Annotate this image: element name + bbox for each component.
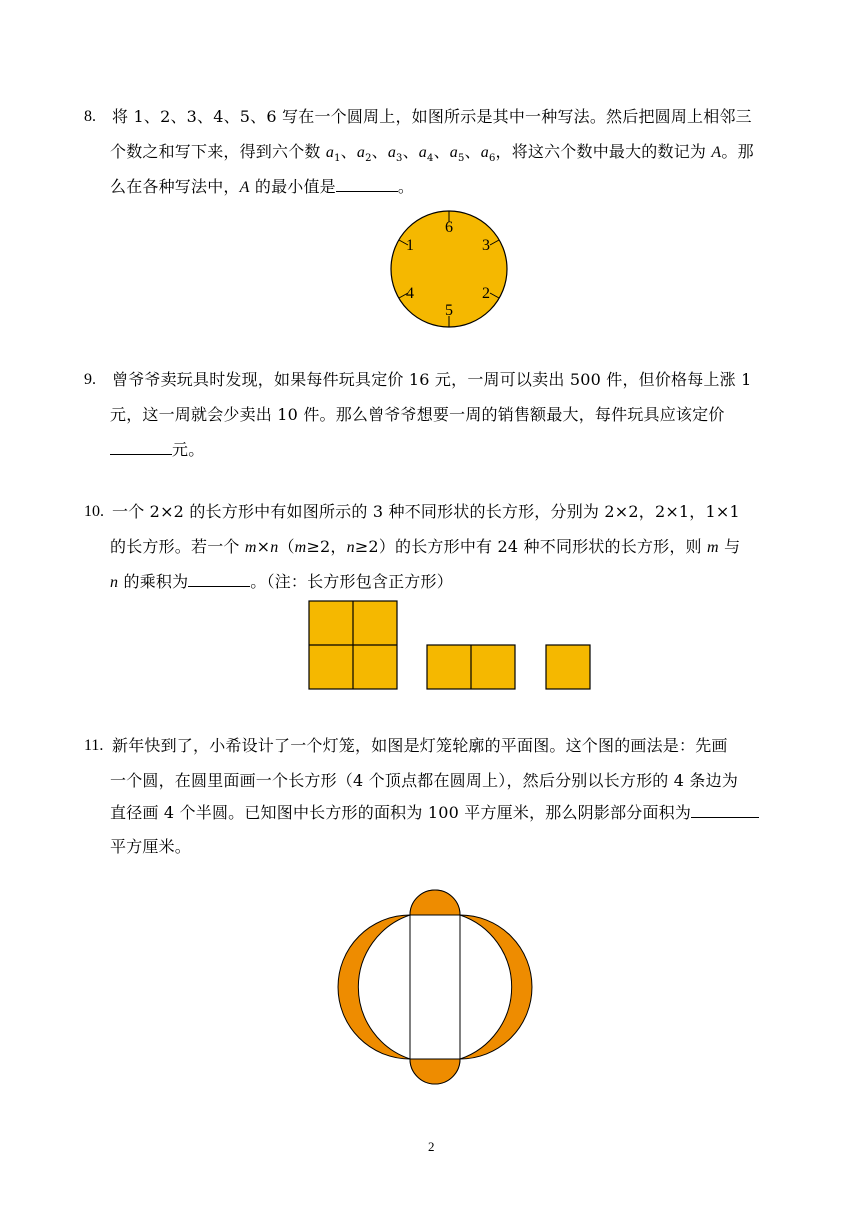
q10-paren-open: （ [278,537,295,556]
q8-line3 [110,177,414,198]
circle-label-bottom: 5 [445,302,453,319]
q8-seq-var: a [387,144,397,161]
q8-number-circle [388,208,510,330]
q8-seq-var: a [325,144,335,161]
q8-seq-subscript: 5 [457,153,465,165]
circle-label-upper-right: 3 [482,237,490,254]
q11-line2: 一个圆，在圆里面画一个长方形（4 个顶点都在圆周上），然后分别以长方形的 4 条边为 [110,771,739,790]
q8-seq-var: a [418,144,427,161]
q11-line4: 平方厘米。 [110,837,192,856]
q8-number: 8. [84,108,96,125]
rect-2x1 [427,645,515,689]
q10-ge2-a: ≥2， [306,537,347,556]
q10-line2 [110,537,740,558]
q10-line2-post: 的长方形中有 24 种不同形状的长方形，则 [395,537,708,556]
q8-line1: 将 1、2、3、4、5、6 写在一个圆周上，如图所示是其中一种写法。然后把圆周上相邻三 [112,107,752,126]
q10-var-m-3: m [707,539,719,556]
q8-seq-var: a [480,144,489,161]
q9-answer-blank [110,440,172,455]
q11-number: 11. [84,737,104,754]
q8-var-A-2: A [239,179,250,196]
q10-var-n: n [270,539,279,556]
q10-rectangles-figure [308,600,598,692]
q8-seq-var: a [356,144,366,161]
q10-number: 10. [84,503,104,520]
rect-2x2 [309,601,397,689]
page-number: 2 [428,1139,435,1154]
circle-label-top: 6 [445,219,453,236]
q10-answer-blank [188,572,250,587]
q10-line3-post: 。（注：长方形包含正方形） [250,572,453,591]
q8-seq-separator: 、 [433,142,450,161]
right-lune [460,915,532,1059]
q8-line2-post: 。那 [721,142,754,161]
q8-seq-subscript: 6 [488,153,496,165]
q9-number: 9. [84,371,96,388]
inner-rectangle [410,915,460,1059]
q11-line3-text: 直径画 4 个半圆。已知图中长方形的面积为 100 平方厘米，那么阴影部分面积为 [110,803,692,822]
q10-line2-end: 与 [718,537,741,556]
q9-line3 [110,440,204,460]
q10-ge2-b: ≥2） [354,537,396,556]
q8-line3-end: 。 [397,177,415,196]
q10-var-n-2: n [346,539,355,556]
q10-var-n-3: n [110,574,119,591]
q10-var-m-2: m [294,539,307,556]
q8-seq-subscript: 3 [396,153,403,165]
q8-line3-post: 的最小值是 [249,177,336,196]
q9-line3-end: 元。 [172,440,205,459]
q8-seq-separator: 、 [464,142,481,161]
q8-sequence [325,142,496,165]
q8-seq-subscript: 1 [334,153,341,165]
q8-seq-subscript: 4 [427,153,434,165]
q11-lantern-figure [349,900,521,1074]
q10-line1: 一个 2×2 的长方形中有如图所示的 3 种不同形状的长方形，分别为 2×2，2×1，1×1 [112,502,740,521]
q10-times: × [256,537,271,556]
q9-line2: 元，这一周就会少卖出 10 件。那么曾爷爷想要一周的销售额最大，每件玩具应该定价 [110,405,725,424]
q9-line1: 曾爷爷卖玩具时发现，如果每件玩具定价 16 元，一周可以卖出 500 件，但价格每上涨 1 [112,370,752,389]
q8-seq-subscript: 2 [365,153,372,165]
circle-label-lower-right: 2 [482,285,490,302]
q8-seq-var: a [449,144,458,161]
q10-line3-pre: 的乘积为 [118,572,189,591]
q8-line2-pre: 个数之和写下来，得到六个数 [110,142,326,161]
q10-line2-pre: 的长方形。若一个 [110,537,245,556]
q8-var-A: A [711,144,722,161]
q11-line3 [110,803,759,823]
q8-line2 [110,142,754,169]
q8-line2-mid: ，将这六个数中最大的数记为 [495,142,712,161]
rect-1x1 [546,645,590,689]
circle-label-lower-left: 4 [406,285,414,302]
q11-line1: 新年快到了，小希设计了一个灯笼，如图是灯笼轮廓的平面图。这个图的画法是：先画 [112,736,728,755]
q8-answer-blank [336,177,398,192]
q8-seq-separator: 、 [371,142,388,161]
left-lune [338,915,410,1059]
q8-seq-separator: 、 [402,142,419,161]
q8-line3-pre: 么在各种写法中， [110,177,240,196]
q10-line3 [110,572,453,593]
q11-answer-blank [691,803,759,818]
circle-label-upper-left: 1 [406,237,414,254]
q10-var-m: m [244,539,257,556]
q8-seq-separator: 、 [340,142,357,161]
